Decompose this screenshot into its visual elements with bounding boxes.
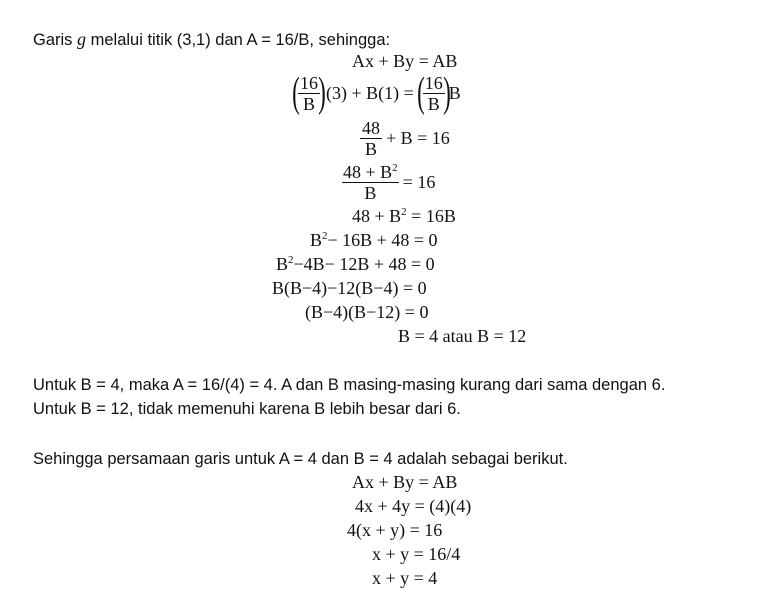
eq1-line2-tail: B [448, 83, 461, 103]
frac-num: 16 [424, 72, 443, 93]
eq1-line2 [294, 70, 461, 116]
intro-line [33, 28, 390, 51]
eq1-line4 [342, 159, 435, 205]
eq2-line3: 4(x + y) = 16 [347, 520, 443, 540]
frac-48-over-b [360, 118, 382, 159]
eq2-line1: Ax + By = AB [352, 472, 458, 492]
eq2-line2: 4x + 4y = (4)(4) [355, 496, 472, 516]
exponent: 2 [322, 230, 328, 242]
frac-den: B [427, 93, 440, 114]
frac-den: B [364, 182, 377, 203]
frac-num: 48 [362, 117, 380, 138]
para1-line1: Untuk B = 4, maka A = 16/(4) = 4. A dan B masing-masing kurang dari sama dengan 6. [33, 376, 666, 394]
frac-num [342, 162, 399, 182]
eq1-line1: Ax + By = AB [352, 51, 458, 71]
frac-den: B [364, 138, 377, 159]
frac-48-plus-b2-over-b [342, 162, 399, 203]
intro-prefix: Garis [33, 31, 73, 49]
frac-16-over-b [298, 73, 320, 114]
eq2-line4: x + y = 16/4 [372, 544, 461, 564]
paren-close: ) [318, 70, 326, 116]
paren-open-2: ( [416, 70, 425, 116]
eq1-line6 [310, 229, 437, 251]
eq1-line2-mid: (3) + B(1) = [326, 83, 414, 103]
frac-num-text: 48 + B [343, 161, 393, 182]
eq1-line5-pre: 48 + B [352, 206, 402, 226]
frac-den: B [302, 93, 315, 114]
eq2-line5: x + y = 4 [372, 568, 438, 588]
eq1-line7-pre: B [276, 254, 289, 274]
eq1-line5 [352, 205, 456, 227]
eq1-line8: B(B−4)−12(B−4) = 0 [272, 278, 427, 298]
frac-num: 16 [300, 72, 318, 93]
para2-line: Sehingga persamaan garis untuk A = 4 dan B = 4 adalah sebagai berikut. [33, 450, 568, 468]
eq1-line6-pre: B [310, 230, 323, 250]
para1-line2: Untuk B = 12, tidak memenuhi karena B lebih besar dari 6. [33, 400, 461, 418]
eq1-line7 [276, 253, 435, 275]
paren-open: ( [292, 70, 300, 116]
eq1-line9: (B−4)(B−12) = 0 [305, 302, 429, 322]
intro-g: g [77, 29, 87, 49]
eq1-line5-post: = 16B [406, 206, 456, 226]
exponent: 2 [392, 161, 398, 174]
exponent: 2 [288, 254, 294, 266]
eq1-line3 [360, 116, 450, 160]
eq1-line7-post: −4B− 12B + 48 = 0 [293, 254, 435, 274]
eq1-line6-post: − 16B + 48 = 0 [327, 230, 438, 250]
frac-16-over-b-2 [423, 73, 445, 114]
intro-suffix: melalui titik (3,1) dan A = 16/B, sehingga: [90, 31, 391, 49]
eq1-line4-tail: = 16 [402, 172, 436, 192]
eq1-line10: B = 4 atau B = 12 [398, 326, 527, 346]
eq1-line3-tail: + B = 16 [386, 128, 450, 148]
paren-close-2: ) [442, 70, 451, 116]
exponent: 2 [401, 206, 407, 218]
